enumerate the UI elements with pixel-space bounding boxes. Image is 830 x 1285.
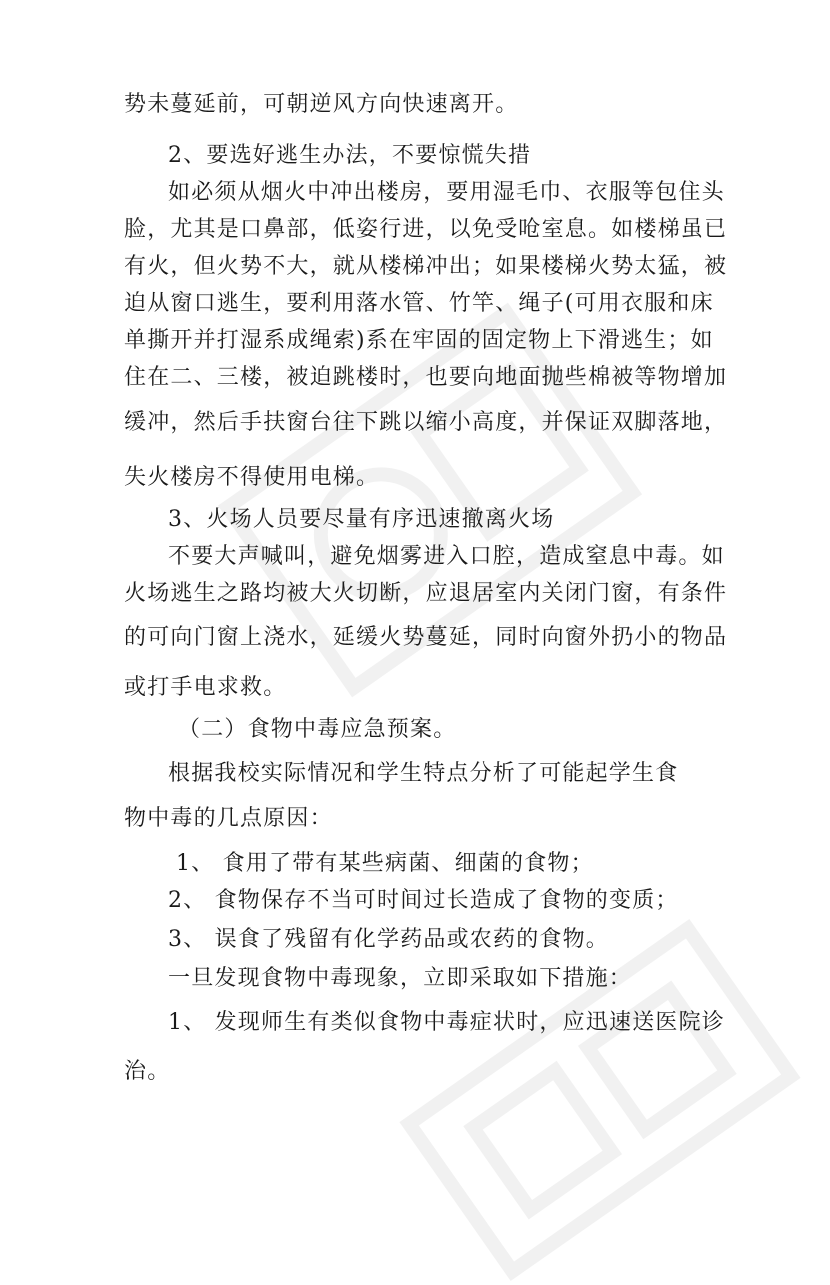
paragraph-line: 失火楼房不得使用电梯。 — [124, 465, 380, 490]
paragraph-line: 治。 — [124, 1059, 171, 1084]
paragraph-line: 的可向门窗上浇水，延缓火势蔓延，同时向窗外扔小的物品 — [124, 625, 728, 650]
paragraph-line: 火场逃生之路均被大火切断，应退居室内关闭门窗，有条件 — [124, 581, 728, 606]
paragraph-line: 脸，尤其是口鼻部，低姿行进，以免受呛室息。如楼梯虽已 — [124, 217, 728, 242]
list-item: 1、 食用了带有某些病菌、细菌的食物； — [176, 851, 594, 876]
section-heading: 2、要选好逃生办法，不要惊慌失措 — [168, 143, 532, 168]
section-heading: （二）食物中毒应急预案。 — [178, 717, 457, 742]
paragraph-line: 不要大声喊叫，避免烟雾进入口腔，造成窒息中毒。如 — [168, 544, 725, 569]
paragraph-line: 缓冲，然后手扶窗台往下跳以缩小高度，并保证双脚落地， — [124, 410, 728, 435]
paragraph-line: 一旦发现食物中毒现象，立即采取如下措施： — [168, 966, 633, 991]
list-item: 3、 误食了残留有化学药品或农药的食物。 — [168, 927, 609, 952]
paragraph-line: 迫从窗口逃生，要利用落水管、竹竿、绳子(可用衣服和床 — [124, 291, 714, 316]
paragraph-line: 物中毒的几点原因： — [124, 806, 333, 831]
paragraph-line: 如必须从烟火中冲出楼房，要用湿毛巾、衣服等包住头 — [168, 180, 725, 205]
list-item: 1、 发现师生有类似食物中毒症状时，应迅速送医院诊 — [168, 1010, 725, 1035]
paragraph-line: 住在二、三楼，被迫跳楼时，也要向地面抛些棉被等物增加 — [124, 365, 728, 390]
section-heading: 3、火场人员要尽量有序迅速撤离火场 — [168, 507, 555, 532]
paragraph-line: 势未蔓延前，可朝逆风方向快速离开。 — [124, 92, 519, 117]
list-item: 2、 食物保存不当可时间过长造成了食物的变质； — [168, 888, 679, 913]
paragraph-line: 根据我校实际情况和学生特点分析了可能起学生食 — [168, 761, 679, 786]
paragraph-line: 单撕开并打湿系成绳索)系在牢固的固定物上下滑逃生；如 — [124, 328, 714, 353]
paragraph-line: 有火，但火势不大，就从楼梯冲出；如果楼梯火势太猛，被 — [124, 254, 728, 279]
paragraph-line: 或打手电求救。 — [124, 675, 287, 700]
